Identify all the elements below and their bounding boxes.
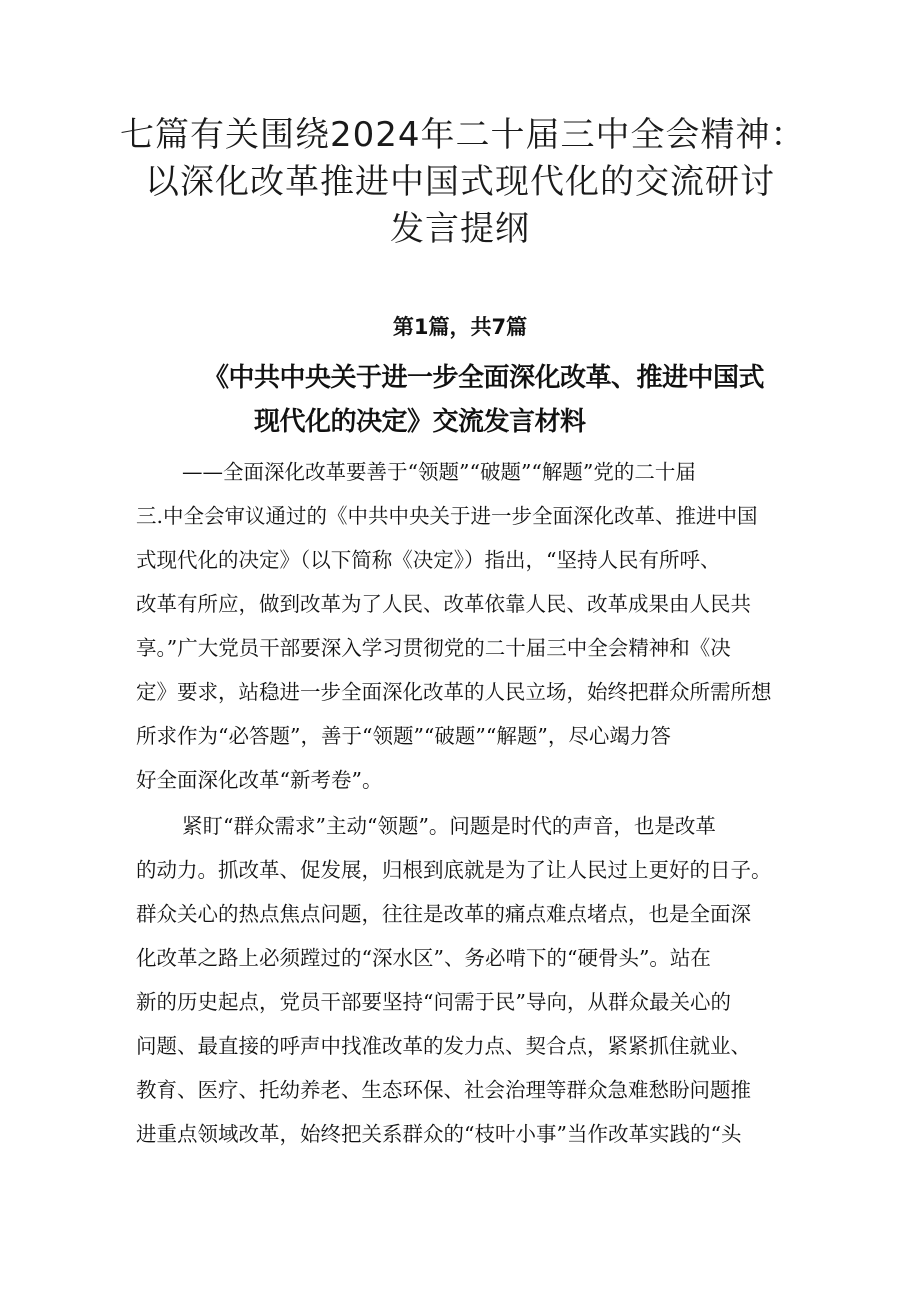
- paragraph-line: 群众关心的热点焦点问题，往往是改革的痛点难点堵点，也是全面深: [136, 902, 751, 926]
- paragraph-line: 定》要求，站稳进一步全面深化改革的人民立场，始终把群众所需所想: [136, 680, 772, 704]
- paragraph-line: 新的历史起点，党员干部要坚持“问需于民”导向，从群众最关心的: [136, 990, 731, 1014]
- paragraph-line: 改革有所应，做到改革为了人民、改革依靠人民、改革成果由人民共: [136, 592, 751, 616]
- subtitle-line-2: 现代化的决定》交流发言材料: [254, 407, 586, 437]
- paragraph-line: 好全面深化改革“新考卷”。: [136, 768, 383, 792]
- paragraph-line: 享。”广大党员干部要深入学习贯彻党的二十届三中全会精神和《决: [136, 636, 731, 660]
- body-paragraph-2: [136, 804, 796, 1156]
- title-line-3: 发言提纲: [390, 209, 530, 249]
- paragraph-line: 进重点领域改革，始终把关系群众的“枝叶小事”当作改革实践的“头: [136, 1122, 742, 1146]
- article-subtitle: [150, 356, 850, 444]
- part-label: 第1篇，共7篇: [392, 315, 528, 339]
- paragraph-line: 教育、医疗、托幼养老、生态环保、社会治理等群众急难愁盼问题推: [136, 1078, 751, 1102]
- paragraph-line: ——全面深化改革要善于“领题”“破题”“解题”党的二十届: [182, 460, 696, 484]
- body-paragraph-1: [136, 450, 796, 802]
- paragraph-line: 式现代化的决定》（以下简称《决定》）指出，“坚持人民有所呼、: [136, 548, 721, 572]
- document-title: [120, 112, 806, 253]
- subtitle-line-1: 《中共中央关于进一步全面深化改革、推进中国式: [203, 363, 765, 393]
- title-line-2: 以深化改革推进中国式现代化的交流研讨: [145, 162, 775, 202]
- paragraph-line: 的动力。抓改革、促发展，归根到底就是为了让人民过上更好的日子。: [136, 858, 772, 882]
- paragraph-line: 所求作为“必答题”，善于“领题”“破题”“解题”，尽心竭力答: [136, 724, 671, 748]
- paragraph-line: 三.中全会审议通过的《中共中央关于进一步全面深化改革、推进中国: [136, 504, 758, 528]
- title-line-1: 七篇有关围绕2024年二十届三中全会精神：: [120, 115, 806, 155]
- paragraph-line: 问题、最直接的呼声中找准改革的发力点、契合点，紧紧抓住就业、: [136, 1034, 751, 1058]
- paragraph-line: 紧盯“群众需求”主动“领题”。问题是时代的声音，也是改革: [182, 814, 716, 838]
- paragraph-line: 化改革之路上必须蹚过的“深水区”、务必啃下的“硬骨头”。站在: [136, 946, 711, 970]
